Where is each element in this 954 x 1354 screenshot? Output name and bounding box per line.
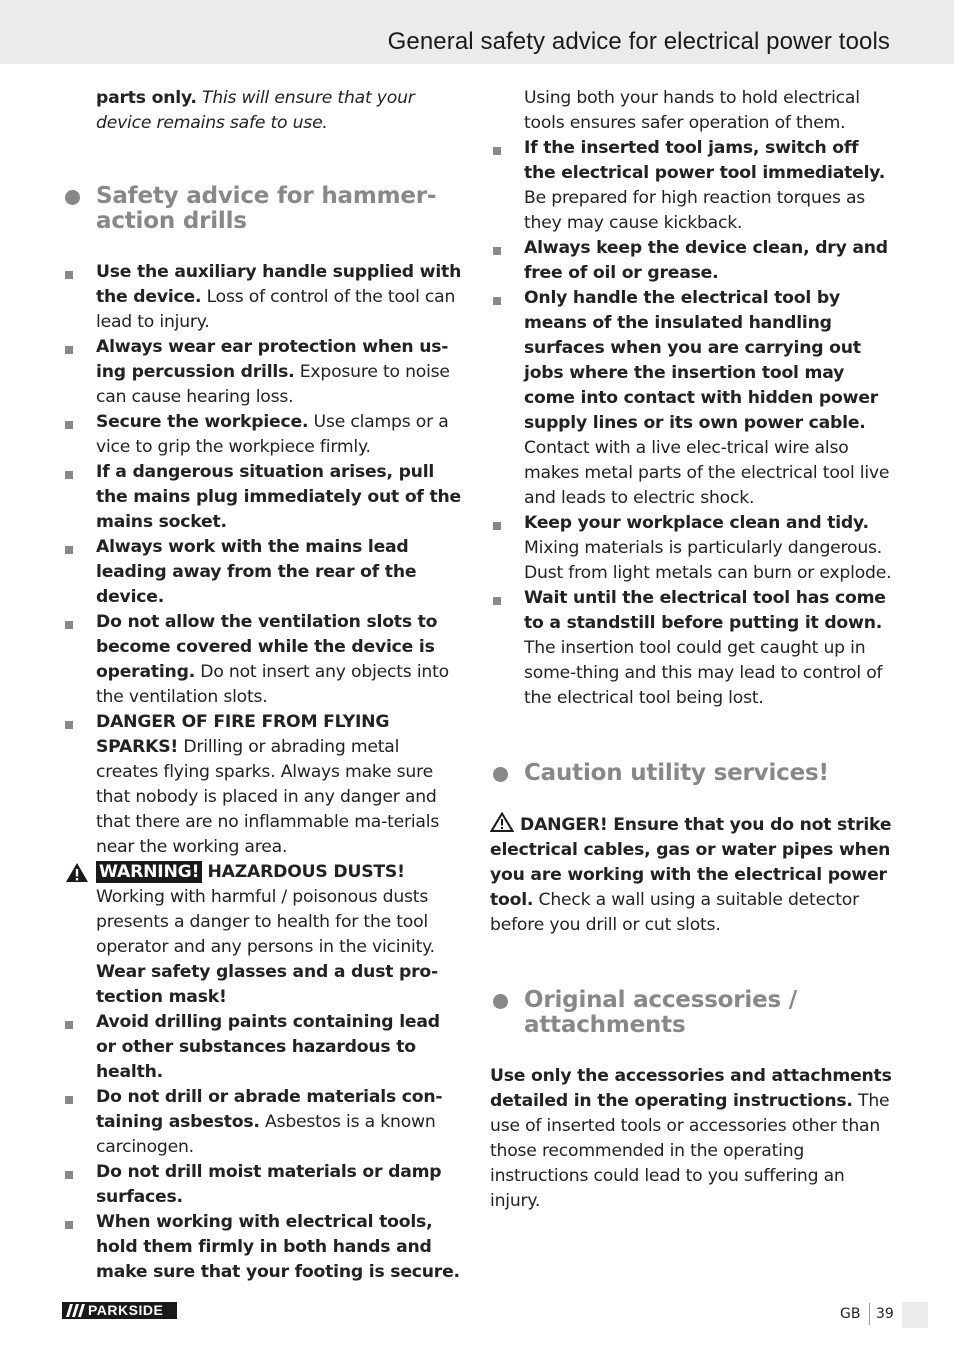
square-bullet-icon bbox=[65, 346, 73, 354]
square-bullet-icon bbox=[493, 597, 501, 605]
accessories-paragraph bbox=[490, 1064, 892, 1214]
footer-box bbox=[902, 1302, 928, 1328]
warning-triangle-outline-icon bbox=[490, 812, 514, 832]
warning-bold-text: Wear safety glasses and a dust pro-tection mask! bbox=[96, 962, 438, 1007]
section-heading-line-1: Safety advice for hammer- bbox=[96, 183, 437, 209]
bullet-dot-icon bbox=[65, 190, 80, 205]
footer-divider bbox=[869, 1303, 870, 1325]
square-bullet-icon bbox=[65, 271, 73, 279]
list-item: Do not drill or abrade materials con-taining asbestos. Asbestos is a known carcinogen. bbox=[62, 1085, 464, 1160]
square-bullet-icon bbox=[65, 546, 73, 554]
logo-stripes-icon bbox=[66, 1304, 86, 1317]
right-column bbox=[490, 86, 892, 1214]
warning-triangle-icon bbox=[65, 862, 89, 883]
page-header bbox=[0, 0, 954, 64]
danger-bold: DANGER! Ensure that you do not strike electrical cables, gas or water pipes when you are working with the electrical power tool. bbox=[490, 815, 892, 910]
section-heading-text: Caution utility services! bbox=[524, 760, 829, 786]
square-bullet-icon bbox=[65, 721, 73, 729]
bullet-dot-icon bbox=[493, 767, 508, 782]
square-bullet-icon bbox=[493, 247, 501, 255]
warning-block bbox=[62, 860, 464, 1010]
intro-paragraph bbox=[62, 86, 464, 136]
list-item: Do not allow the ventilation slots to become covered while the device is operating. Do not insert any objects into the ventilation slots. bbox=[62, 610, 464, 710]
list-item: Wait until the electrical tool has come to a standstill before putting it down. The insertion tool could get caught up in some-thing and this may lead to control of the electrical tool being lost. bbox=[490, 586, 892, 711]
parkside-logo bbox=[62, 1302, 177, 1319]
list-item: DANGER OF FIRE FROM FLYING SPARKS! Drilling or abrading metal creates flying sparks. Always make sure that nobody is placed in any danger and that there are no inflammable ma-terials near the working area. bbox=[62, 710, 464, 860]
section-heading-hammer-drills bbox=[62, 184, 464, 234]
list-item: When working with electrical tools, hold them firmly in both hands and make sure that your footing is secure. bbox=[62, 1210, 464, 1285]
danger-text: Check a wall using a suitable detector before you drill or cut slots. bbox=[490, 890, 859, 935]
warning-text: Working with harmful / poisonous dusts presents a danger to health for the tool operator and any persons in the vicinity. bbox=[96, 887, 435, 957]
accessories-text: The use of inserted tools or accessories other than those recommended in the operating instructions could lead to you suffering an injury. bbox=[490, 1091, 890, 1211]
square-bullet-icon bbox=[65, 1021, 73, 1029]
bullet-dot-icon bbox=[493, 994, 508, 1009]
list-item: If a dangerous situation arises, pull the mains plug immediately out of the mains socket. bbox=[62, 460, 464, 535]
section-heading-line-2: attachments bbox=[524, 1012, 686, 1038]
list-item: Always keep the device clean, dry and free of oil or grease. bbox=[490, 236, 892, 286]
square-bullet-icon bbox=[65, 421, 73, 429]
list-item: Do not drill moist materials or damp surfaces. bbox=[62, 1160, 464, 1210]
logo-text: PARKSIDE bbox=[88, 1302, 164, 1318]
page-title: General safety advice for electrical power tools bbox=[387, 28, 890, 55]
square-bullet-icon bbox=[493, 297, 501, 305]
square-bullet-icon bbox=[65, 1096, 73, 1104]
language-code: GB bbox=[840, 1306, 861, 1322]
square-bullet-icon bbox=[493, 147, 501, 155]
list-item: Always wear ear protection when us-ing percussion drills. Exposure to noise can cause hearing loss. bbox=[62, 335, 464, 410]
square-bullet-icon bbox=[493, 522, 501, 530]
section-heading-line-2: action drills bbox=[96, 208, 247, 234]
intro-italic: This will ensure that your device remains safe to use. bbox=[96, 88, 415, 133]
list-item: Always work with the mains lead leading away from the rear of the device. bbox=[62, 535, 464, 610]
square-bullet-icon bbox=[65, 1221, 73, 1229]
continued-paragraph: Using both your hands to hold electrical tools ensures safer operation of them. bbox=[524, 88, 860, 133]
section-heading-line-1: Original accessories / bbox=[524, 987, 798, 1013]
list-item: If the inserted tool jams, switch off the electrical power tool immediately. Be prepared for high reaction torques as they may cause kickback. bbox=[490, 136, 892, 236]
square-bullet-icon bbox=[65, 471, 73, 479]
section-heading-utility-services bbox=[490, 761, 892, 786]
intro-bold: parts only. bbox=[96, 88, 197, 108]
list-item: Keep your workplace clean and tidy. Mixing materials is particularly dangerous. Dust from light metals can burn or explode. bbox=[490, 511, 892, 586]
section-heading-original-accessories bbox=[490, 988, 892, 1038]
list-item: Only handle the electrical tool by means of the insulated handling surfaces when you are carrying out jobs where the insertion tool may come into contact with hidden power supply lines or its own power cable. Contact with a live elec-trical wire also makes metal parts of the electrical tool live and leads to electric shock. bbox=[490, 286, 892, 511]
danger-paragraph bbox=[490, 812, 892, 938]
list-item: Use the auxiliary handle supplied with the device. Loss of control of the tool can lead to injury. bbox=[62, 260, 464, 335]
square-bullet-icon bbox=[65, 621, 73, 629]
list-item: Avoid drilling paints containing lead or other substances hazardous to health. bbox=[62, 1010, 464, 1085]
page-number: 39 bbox=[876, 1306, 894, 1322]
accessories-bold: Use only the accessories and attachments detailed in the operating instructions. bbox=[490, 1066, 892, 1111]
left-column bbox=[62, 86, 464, 1285]
square-bullet-icon bbox=[65, 1171, 73, 1179]
list-item: Secure the workpiece. Use clamps or a vice to grip the workpiece firmly. bbox=[62, 410, 464, 460]
warning-badge: WARNING! bbox=[96, 861, 202, 883]
warning-title: HAZARDOUS DUSTS! bbox=[207, 862, 405, 882]
